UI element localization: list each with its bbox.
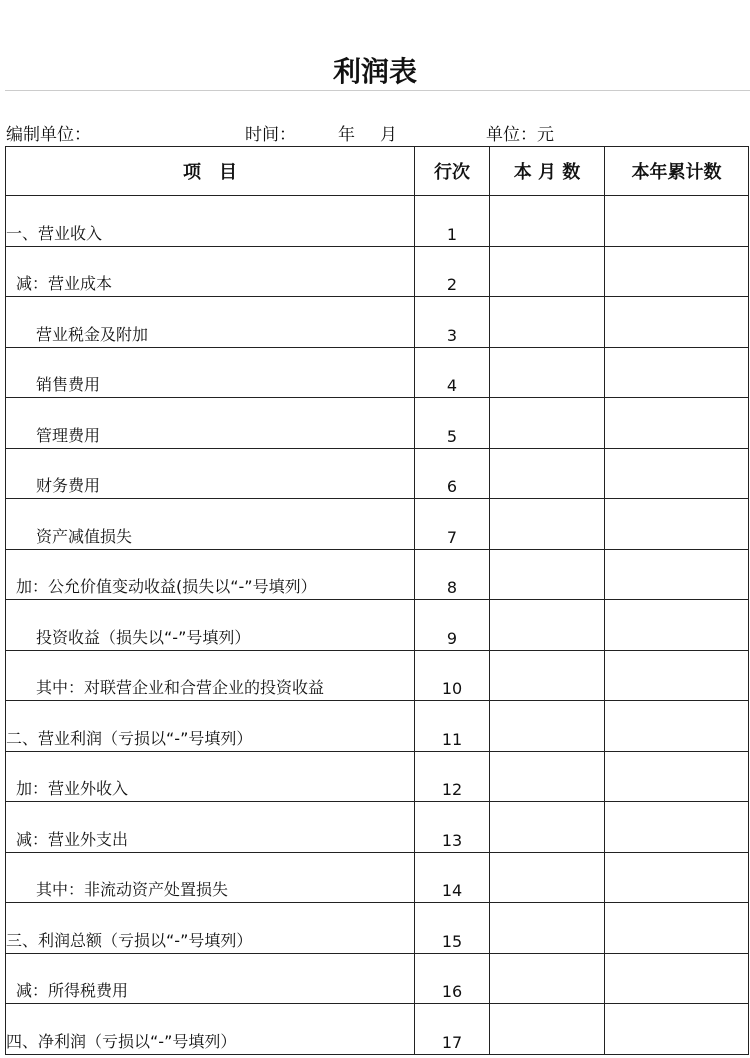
this-month-cell[interactable]	[490, 499, 605, 550]
table-row	[6, 802, 749, 853]
year-total-cell[interactable]	[605, 499, 749, 550]
year-total-cell[interactable]	[605, 246, 749, 297]
this-month-cell[interactable]	[490, 852, 605, 903]
table-row	[6, 1004, 749, 1055]
this-month-cell[interactable]	[490, 196, 605, 247]
header-line-no: 行次	[415, 147, 490, 196]
year-total-cell[interactable]	[605, 448, 749, 499]
line-no-cell: 14	[415, 852, 490, 903]
this-month-cell[interactable]	[490, 903, 605, 954]
table-row	[6, 852, 749, 903]
year-label: 年	[338, 125, 355, 145]
line-no-cell: 1	[415, 196, 490, 247]
this-month-cell[interactable]	[490, 347, 605, 398]
line-no-cell: 2	[415, 246, 490, 297]
this-month-cell[interactable]	[490, 1004, 605, 1055]
item-cell[interactable]: 减：所得税费用	[6, 953, 415, 1004]
table-row	[6, 297, 749, 348]
this-month-cell[interactable]	[490, 650, 605, 701]
table-row	[6, 600, 749, 651]
org-label: 编制单位：	[6, 125, 91, 145]
item-cell[interactable]: 其中：非流动资产处置损失	[6, 852, 415, 903]
line-no-cell: 5	[415, 398, 490, 449]
item-cell[interactable]: 管理费用	[6, 398, 415, 449]
year-total-cell[interactable]	[605, 650, 749, 701]
item-cell[interactable]: 加：营业外收入	[6, 751, 415, 802]
table-row	[6, 398, 749, 449]
this-month-cell[interactable]	[490, 953, 605, 1004]
line-no-cell: 10	[415, 650, 490, 701]
table-row	[6, 499, 749, 550]
table-row	[6, 448, 749, 499]
this-month-cell[interactable]	[490, 549, 605, 600]
item-cell[interactable]: 销售费用	[6, 347, 415, 398]
year-total-cell[interactable]	[605, 1004, 749, 1055]
this-month-cell[interactable]	[490, 751, 605, 802]
table-row	[6, 650, 749, 701]
this-month-cell[interactable]	[490, 701, 605, 752]
year-total-cell[interactable]	[605, 903, 749, 954]
line-no-cell: 6	[415, 448, 490, 499]
line-no-cell: 11	[415, 701, 490, 752]
year-total-cell[interactable]	[605, 600, 749, 651]
item-cell[interactable]: 营业税金及附加	[6, 297, 415, 348]
table-row	[6, 246, 749, 297]
unit-label: 单位：元	[486, 125, 554, 145]
header-this-month: 本 月 数	[490, 147, 605, 196]
item-cell[interactable]: 减：营业外支出	[6, 802, 415, 853]
year-total-cell[interactable]	[605, 398, 749, 449]
item-cell[interactable]: 减：营业成本	[6, 246, 415, 297]
item-cell[interactable]: 投资收益（损失以“-”号填列）	[6, 600, 415, 651]
line-no-cell: 16	[415, 953, 490, 1004]
this-month-cell[interactable]	[490, 802, 605, 853]
year-total-cell[interactable]	[605, 297, 749, 348]
line-no-cell: 13	[415, 802, 490, 853]
income-table	[5, 146, 749, 1055]
year-total-cell[interactable]	[605, 852, 749, 903]
year-total-cell[interactable]	[605, 549, 749, 600]
year-total-cell[interactable]	[605, 953, 749, 1004]
line-no-cell: 9	[415, 600, 490, 651]
header-year-total: 本年累计数	[605, 147, 749, 196]
table-row	[6, 701, 749, 752]
line-no-cell: 3	[415, 297, 490, 348]
item-cell[interactable]: 二、营业利润（亏损以“-”号填列）	[6, 701, 415, 752]
year-total-cell[interactable]	[605, 802, 749, 853]
table-row	[6, 347, 749, 398]
time-label: 时间：	[245, 125, 296, 145]
this-month-cell[interactable]	[490, 448, 605, 499]
page-title: 利润表	[332, 55, 417, 88]
table-row	[6, 196, 749, 247]
table-row	[6, 549, 749, 600]
line-no-cell: 17	[415, 1004, 490, 1055]
header-item: 项 目	[6, 147, 415, 196]
table-row	[6, 903, 749, 954]
divider	[5, 90, 750, 91]
item-cell[interactable]: 其中：对联营企业和合营企业的投资收益	[6, 650, 415, 701]
year-total-cell[interactable]	[605, 196, 749, 247]
year-total-cell[interactable]	[605, 751, 749, 802]
item-cell[interactable]: 资产减值损失	[6, 499, 415, 550]
line-no-cell: 4	[415, 347, 490, 398]
item-cell[interactable]: 四、净利润（亏损以“-”号填列）	[6, 1004, 415, 1055]
line-no-cell: 15	[415, 903, 490, 954]
item-cell[interactable]: 三、利润总额（亏损以“-”号填列）	[6, 903, 415, 954]
this-month-cell[interactable]	[490, 398, 605, 449]
this-month-cell[interactable]	[490, 600, 605, 651]
table-row	[6, 953, 749, 1004]
line-no-cell: 7	[415, 499, 490, 550]
month-label: 月	[380, 125, 397, 145]
table-row	[6, 751, 749, 802]
year-total-cell[interactable]	[605, 347, 749, 398]
line-no-cell: 8	[415, 549, 490, 600]
year-total-cell[interactable]	[605, 701, 749, 752]
line-no-cell: 12	[415, 751, 490, 802]
item-cell[interactable]: 一、营业收入	[6, 196, 415, 247]
item-cell[interactable]: 加：公允价值变动收益(损失以“-”号填列）	[6, 549, 415, 600]
this-month-cell[interactable]	[490, 246, 605, 297]
item-cell[interactable]: 财务费用	[6, 448, 415, 499]
this-month-cell[interactable]	[490, 297, 605, 348]
